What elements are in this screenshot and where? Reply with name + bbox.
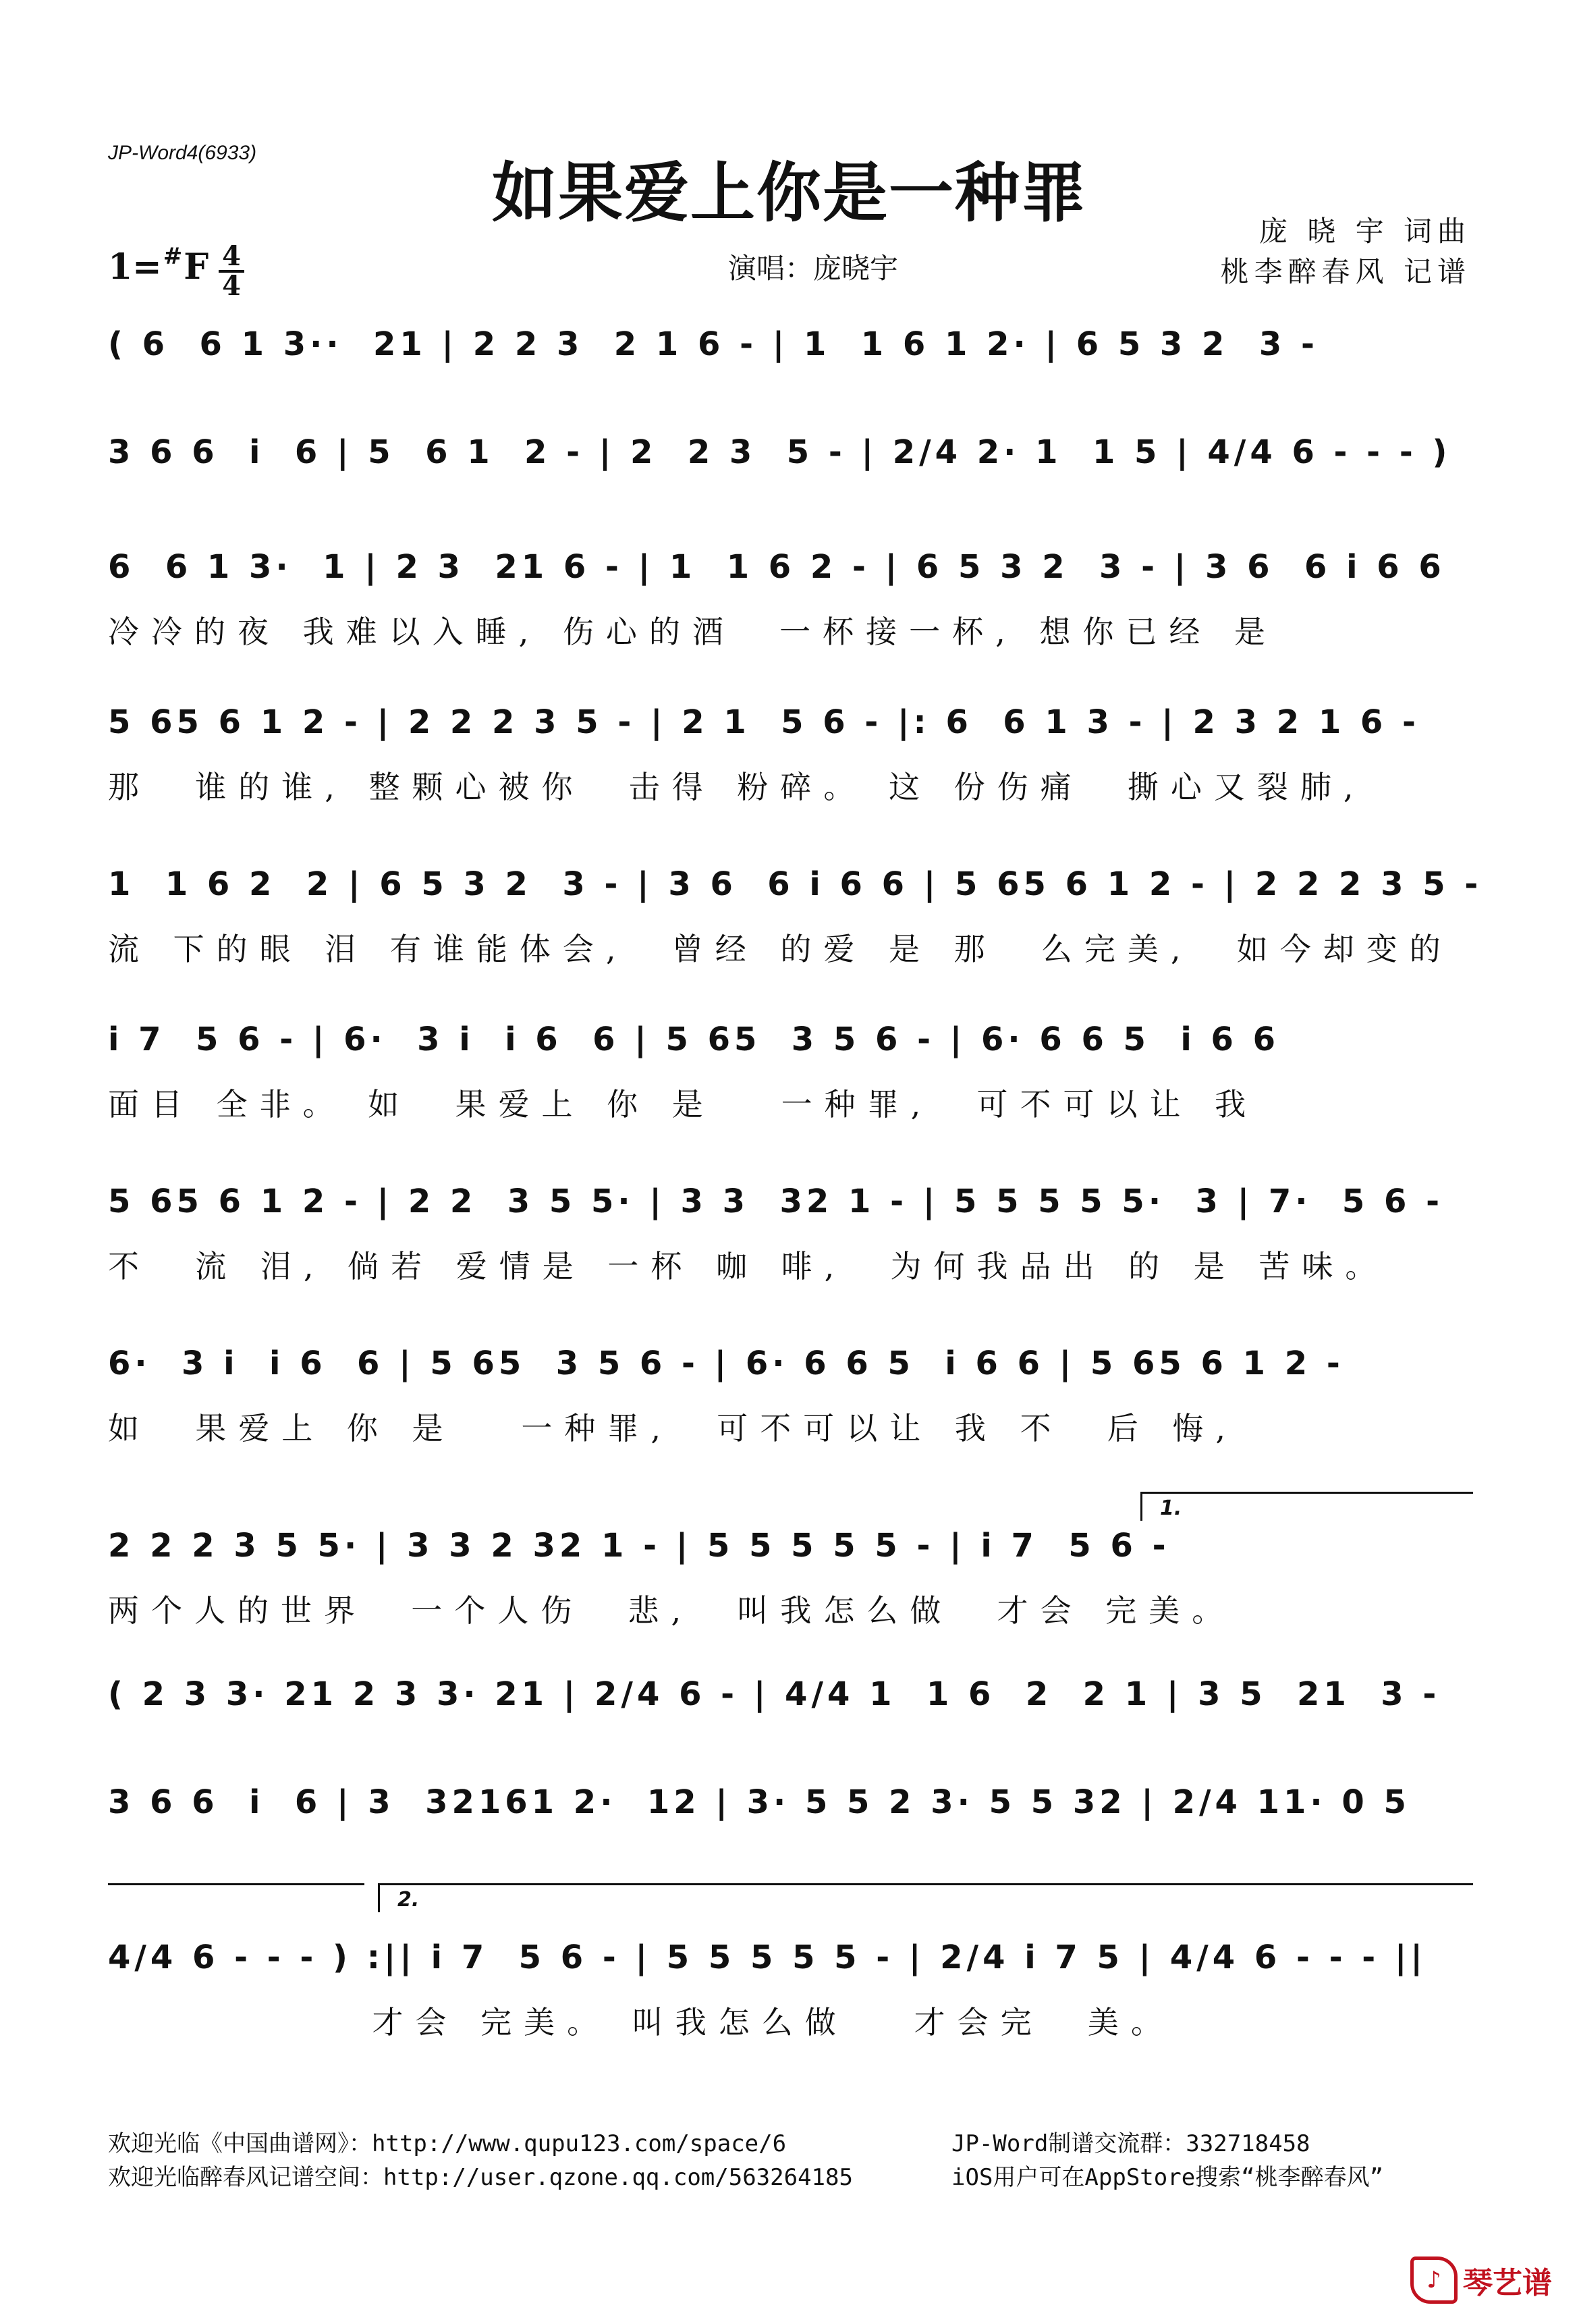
credit-lyrics-music: 庞 晓 宇 词曲 xyxy=(1258,215,1471,248)
key-prefix: 1= xyxy=(108,246,162,288)
footer-link-1[interactable]: 欢迎光临《中国曲谱网》：http://www.qupu123.com/space/6 xyxy=(108,2130,787,2157)
lyrics-line: 两个人的世界 一个人伤 悲, 叫我怎么做 才会 完美。 xyxy=(108,1592,1236,1629)
credit-transcriber: 桃李醉春风 记谱 xyxy=(1220,255,1471,288)
lyrics-line: 如 果爱上 你 是 一种罪, 可不可以让 我 不 后 悔, xyxy=(108,1410,1238,1447)
second-ending-bracket xyxy=(378,1883,1473,1912)
lyrics-line: 冷冷的夜 我难以入睡, 伤心的酒 一杯接一杯, 想你已经 是 xyxy=(108,614,1277,650)
notation-line: 5 65 6 1 2 - | 2 2 3 5 5· | 3 3 32 1 - | 5 5 5 5 5· 3 | 7· 5 6 - xyxy=(108,1183,1444,1220)
lyrics-line: 面目 全非。 如 果爱上 你 是 一种罪, 可不可以让 我 xyxy=(108,1086,1258,1123)
key-note: F xyxy=(184,246,209,288)
time-signature-top: 4 xyxy=(222,240,241,272)
site-logo xyxy=(1410,2257,1552,2304)
first-ending-label: 1. xyxy=(1160,1496,1182,1520)
lyrics-line: 那 谁的谁, 整颗心被你 击得 粉碎。 这 份伤痛 撕心又裂肺, xyxy=(108,769,1366,805)
logo-text: 琴艺谱 xyxy=(1463,2266,1552,2300)
logo-icon: ♪ xyxy=(1410,2257,1458,2304)
first-ending-bracket xyxy=(1140,1492,1473,1521)
time-signature-bottom: 4 xyxy=(222,270,241,302)
notation-line: ( 6 6 1 3·· 21 | 2 2 3 2 1 6 - | 1 1 6 1 2· | 6 5 3 2 3 - xyxy=(108,325,1319,363)
lyrics-line: 流 下的眼 泪 有谁能体会, 曾经 的爱 是 那 么完美, 如今却变的 xyxy=(108,931,1453,967)
notation-line: ( 2 3 3· 21 2 3 3· 21 | 2/4 6 - | 4/4 1 1 6 2 2 1 | 3 5 21 3 - xyxy=(108,1675,1441,1713)
footer-link-2[interactable]: 欢迎光临醉春风记谱空间：http://user.qzone.qq.com/563264185 xyxy=(108,2164,853,2191)
notation-line: 6 6 1 3· 1 | 2 3 21 6 - | 1 1 6 2 - | 6 5 3 2 3 - | 3 6 6 i 6 6 xyxy=(108,548,1445,586)
footer-group-info: JP-Word制谱交流群：332718458 xyxy=(951,2130,1310,2157)
singer-label: 演唱：庞晓宇 xyxy=(727,252,898,285)
notation-line: 3 6 6 i 6 | 3 32161 2· 12 | 3· 5 5 2 3· 5 5 32 | 2/4 11· 0 5 xyxy=(108,1783,1410,1821)
notation-line: 6· 3 i i 6 6 | 5 65 3 5 6 - | 6· 6 6 5 i 6 6 | 5 65 6 1 2 - xyxy=(108,1345,1344,1382)
notation-line: 5 65 6 1 2 - | 2 2 2 3 5 - | 2 1 5 6 - |: 6 6 1 3 - | 2 3 2 1 6 - xyxy=(108,703,1420,741)
second-ending-label: 2. xyxy=(397,1888,420,1912)
notation-line: i 7 5 6 - | 6· 3 i i 6 6 | 5 65 3 5 6 - | 6· 6 6 5 i 6 6 xyxy=(108,1021,1280,1058)
software-label: JP-Word4(6933) xyxy=(108,142,257,164)
song-title: 如果爱上你是一种罪 xyxy=(492,155,1087,231)
lyrics-line: 才会 完美。 叫我怎么做 才会完 美。 xyxy=(108,2004,1174,2041)
notation-line: 1 1 6 2 2 | 6 5 3 2 3 - | 3 6 6 i 6 6 | 5 65 6 1 2 - | 2 2 2 3 5 - xyxy=(108,865,1483,903)
notation-line: 3 6 6 i 6 | 5 6 1 2 - | 2 2 3 5 - | 2/4 2· 1 1 5 | 4/4 6 - - - ) xyxy=(108,433,1451,471)
notation-line: 2 2 2 3 5 5· | 3 3 2 32 1 - | 5 5 5 5 5 - | i 7 5 6 - xyxy=(108,1527,1170,1565)
lyrics-line: 不 流 泪, 倘若 爱情是 一杯 咖 啡, 为何我品出 的 是 苦味。 xyxy=(108,1248,1389,1285)
sharp-symbol: # xyxy=(163,243,183,270)
notation-line: 4/4 6 - - - ) :|| i 7 5 6 - | 5 5 5 5 5 - | 2/4 i 7 5 | 4/4 6 - - - || xyxy=(108,1939,1426,1976)
footer-ios-info: iOS用户可在AppStore搜索“桃李醉春风” xyxy=(951,2164,1384,2191)
first-ending-continuation xyxy=(108,1883,364,1912)
